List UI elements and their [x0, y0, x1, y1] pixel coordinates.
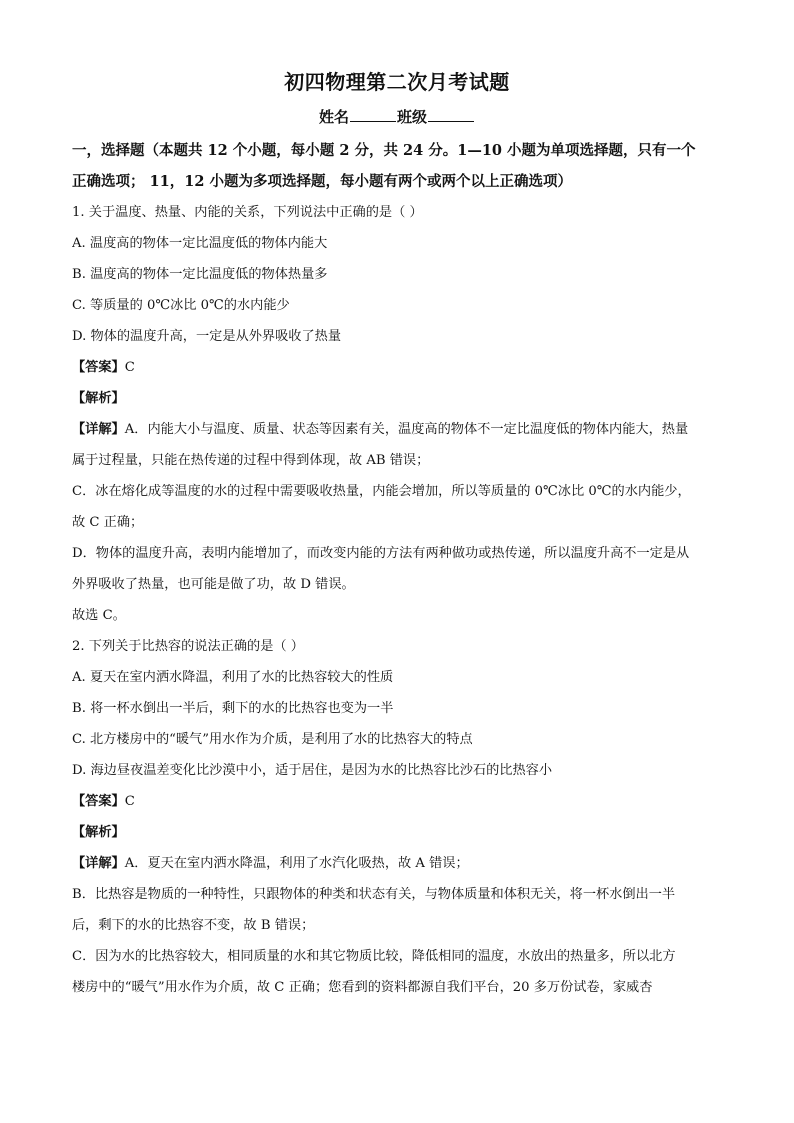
detail-text: A．夏天在室内洒水降温，利用了水汽化吸热，故 A 错误；	[124, 856, 469, 871]
class-label: 班级	[397, 108, 428, 126]
question-2-analysis	[72, 817, 726, 848]
answer-tag: 【答案】	[72, 794, 125, 809]
question-1-stem: 1. 关于温度、热量、内能的关系，下列说法中正确的是（ ）	[72, 205, 423, 220]
question-1-detail	[72, 414, 726, 445]
exam-content	[72, 135, 726, 1003]
question-2-detail	[72, 848, 726, 879]
answer-value: C	[124, 360, 135, 375]
answer-value: C	[124, 794, 135, 809]
question-1-analysis	[72, 383, 726, 414]
detail-tag: 【详解】	[72, 856, 125, 871]
section-heading: 一，选择题（本题共 12 个小题，每小题 2 分，共 24 分。1—10 小题为单项选择题，只有一个	[72, 142, 696, 159]
analysis-tag: 【解析】	[72, 825, 125, 840]
question-1-option-b: B. 温度高的物体一定比温度低的物体热量多	[72, 267, 328, 282]
question-1-detail-line: 属于过程量，只能在热传递的过程中得到体现，故 AB 错误；	[72, 453, 430, 468]
question-2-option-c: C. 北方楼房中的“暖气”用水作为介质，是利用了水的比热容大的特点	[72, 732, 473, 747]
question-1-detail-line: D．物体的温度升高，表明内能增加了，而改变内能的方法有两种做功或热传递，所以温度升高不一定是从	[72, 546, 690, 561]
question-2-detail-line: 楼房中的“暖气”用水作为介质，故 C 正确；您看到的资料都源自我们平台，20 多万份试卷，家威杏	[72, 980, 653, 995]
detail-text: A．内能大小与温度、质量、状态等因素有关，温度高的物体不一定比温度低的物体内能大，热量	[124, 422, 689, 437]
question-1-conclusion: 故选 C。	[72, 608, 126, 623]
class-blank	[428, 107, 474, 122]
question-2-option-d: D. 海边昼夜温差变化比沙漠中小，适于居住，是因为水的比热容比沙石的比热容小	[72, 763, 553, 778]
question-1-detail-line: 外界吸收了热量，也可能是做了功，故 D 错误。	[72, 577, 355, 592]
page-title: 初四物理第二次月考试题	[284, 70, 510, 94]
question-1-option-c: C. 等质量的 0℃冰比 0℃的水内能少	[72, 298, 290, 313]
question-2-answer	[72, 786, 726, 817]
question-1-option-a: A. 温度高的物体一定比温度低的物体内能大	[72, 236, 328, 251]
name-blank	[350, 107, 396, 122]
question-1-option-d: D. 物体的温度升高，一定是从外界吸收了热量	[72, 329, 342, 344]
name-label: 姓名	[318, 108, 349, 126]
question-2-detail-line: C．因为水的比热容较大，相同质量的水和其它物质比较，降低相同的温度，水放出的热量多，所以北方	[72, 949, 676, 964]
question-2-detail-line: B．比热容是物质的一种特性，只跟物体的种类和状态有关，与物体质量和体积无关，将一杯水倒出一半	[72, 887, 676, 902]
answer-tag: 【答案】	[72, 360, 125, 375]
section-heading-cont: 正确选项； 11，12 小题为多项选择题，每小题有两个或两个以上正确选项）	[72, 173, 572, 190]
question-2-detail-line: 后，剩下的水的比热容不变，故 B 错误；	[72, 918, 315, 933]
question-2-option-b: B. 将一杯水倒出一半后，剩下的水的比热容也变为一半	[72, 701, 394, 716]
question-1-answer	[72, 352, 726, 383]
analysis-tag: 【解析】	[72, 391, 125, 406]
detail-tag: 【详解】	[72, 422, 125, 437]
question-1-detail-line: 故 C 正确；	[72, 515, 144, 530]
name-class-line	[0, 106, 794, 127]
question-1-detail-line: C．冰在熔化成等温度的水的过程中需要吸收热量，内能会增加，所以等质量的 0℃冰比 0℃的水内能少，	[72, 484, 691, 499]
question-2-stem: 2. 下列关于比热容的说法正确的是（ ）	[72, 639, 304, 654]
question-2-option-a: A. 夏天在室内洒水降温，利用了水的比热容较大的性质	[72, 670, 394, 685]
